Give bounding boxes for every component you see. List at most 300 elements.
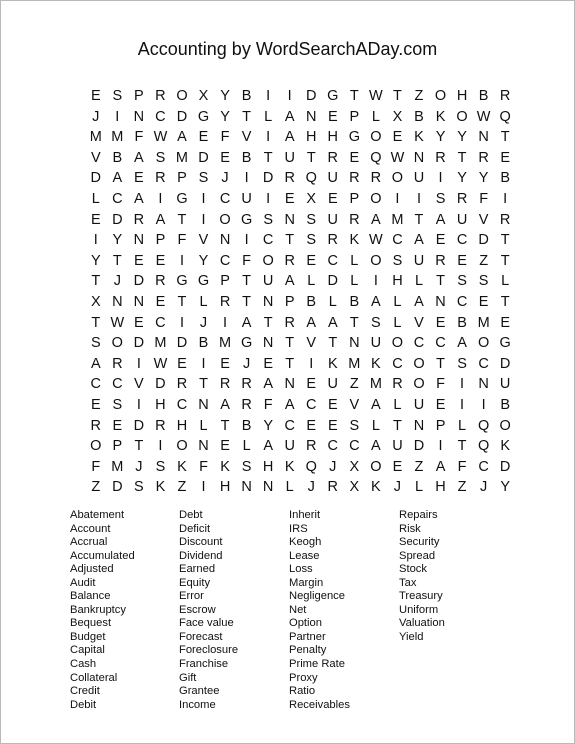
grid-letter[interactable]: L [371,417,380,434]
grid-letter[interactable]: B [241,149,252,166]
grid-letter[interactable]: S [435,191,446,208]
grid-letter[interactable]: I [266,129,271,146]
grid-letter[interactable]: A [371,438,381,455]
grid-letter[interactable]: Z [91,479,101,496]
grid-letter[interactable]: N [413,417,425,434]
grid-letter[interactable]: R [327,479,339,496]
grid-letter[interactable]: S [263,211,273,228]
grid-letter[interactable]: G [348,129,360,146]
grid-letter[interactable]: P [134,88,144,105]
grid-letter[interactable]: R [155,273,166,290]
grid-letter[interactable]: A [112,170,123,187]
grid-letter[interactable]: E [263,355,273,372]
grid-letter[interactable]: N [478,129,489,146]
grid-letter[interactable]: R [284,170,295,187]
grid-letter[interactable]: I [373,273,378,290]
grid-letter[interactable]: H [456,88,468,105]
grid-letter[interactable]: D [155,376,166,393]
grid-letter[interactable]: C [456,293,468,310]
grid-letter[interactable]: L [199,417,208,434]
grid-letter[interactable]: I [223,314,228,331]
grid-letter[interactable]: R [435,252,446,269]
grid-letter[interactable]: O [391,335,404,352]
grid-letter[interactable]: R [327,232,339,249]
grid-letter[interactable]: R [176,376,188,393]
grid-letter[interactable]: N [198,396,209,413]
grid-letter[interactable]: H [327,129,339,146]
grid-letter[interactable]: A [284,396,295,413]
grid-letter[interactable]: U [327,376,339,393]
grid-letter[interactable]: R [241,396,252,413]
grid-letter[interactable]: H [262,458,274,475]
grid-letter[interactable]: O [370,252,382,269]
grid-letter[interactable]: B [414,108,424,125]
grid-letter[interactable]: O [456,108,468,125]
grid-letter[interactable]: G [499,335,511,352]
grid-letter[interactable]: J [92,108,100,125]
grid-letter[interactable]: Y [90,252,101,269]
grid-letter[interactable]: A [306,314,317,331]
grid-letter[interactable]: R [133,211,145,228]
grid-letter[interactable]: K [414,129,424,146]
grid-letter[interactable]: T [263,149,273,166]
grid-letter[interactable]: Q [305,170,317,187]
grid-letter[interactable]: N [284,211,295,228]
grid-letter[interactable]: R [456,191,468,208]
grid-letter[interactable]: P [435,417,446,434]
grid-letter[interactable]: O [370,191,382,208]
grid-letter[interactable]: A [457,335,467,352]
grid-letter[interactable]: T [91,314,101,331]
grid-letter[interactable]: E [90,211,101,228]
grid-letter[interactable]: N [219,232,231,249]
grid-letter[interactable]: P [284,293,295,310]
grid-letter[interactable]: O [413,376,425,393]
grid-letter[interactable]: Y [478,170,489,187]
grid-letter[interactable]: L [458,417,467,434]
grid-letter[interactable]: C [413,335,425,352]
grid-letter[interactable]: T [263,314,273,331]
grid-letter[interactable]: L [393,293,402,310]
grid-letter[interactable]: A [284,129,295,146]
grid-letter[interactable]: B [349,293,360,310]
grid-letter[interactable]: M [111,458,124,475]
grid-letter[interactable]: A [327,314,338,331]
grid-letter[interactable]: R [392,376,403,393]
grid-letter[interactable]: M [391,211,404,228]
grid-letter[interactable]: R [90,417,102,434]
grid-letter[interactable]: C [478,458,489,475]
grid-letter[interactable]: E [220,355,230,372]
grid-letter[interactable]: E [198,129,209,146]
grid-letter[interactable]: I [136,355,141,372]
grid-letter[interactable]: T [500,252,510,269]
grid-letter[interactable]: L [285,479,294,496]
grid-letter[interactable]: V [241,129,252,146]
grid-letter[interactable]: B [500,170,510,187]
grid-letter[interactable]: C [284,417,295,434]
grid-letter[interactable]: D [176,335,188,352]
grid-letter[interactable]: Z [349,376,359,393]
grid-letter[interactable]: P [220,273,230,290]
grid-letter[interactable]: X [90,293,101,310]
grid-letter[interactable]: E [435,232,446,249]
grid-letter[interactable]: D [112,211,123,228]
grid-letter[interactable]: N [478,376,489,393]
grid-letter[interactable]: O [176,88,188,105]
grid-letter[interactable]: L [501,273,510,290]
grid-letter[interactable]: U [284,438,295,455]
grid-letter[interactable]: K [220,458,230,475]
grid-letter[interactable]: R [155,417,166,434]
grid-letter[interactable]: U [392,438,403,455]
grid-letter[interactable]: P [349,191,360,208]
grid-letter[interactable]: U [262,273,274,290]
grid-letter[interactable]: L [414,479,424,496]
grid-letter[interactable]: I [201,191,206,208]
grid-letter[interactable]: O [413,355,425,372]
grid-letter[interactable]: J [329,458,337,475]
grid-letter[interactable]: G [176,273,188,290]
grid-letter[interactable]: I [244,170,249,187]
grid-letter[interactable]: S [155,458,166,475]
grid-letter[interactable]: O [370,129,382,146]
grid-letter[interactable]: R [499,211,511,228]
grid-letter[interactable]: E [327,191,338,208]
grid-letter[interactable]: U [413,396,425,413]
grid-letter[interactable]: W [369,88,383,105]
grid-letter[interactable]: W [369,232,383,249]
grid-letter[interactable]: A [414,232,424,249]
grid-letter[interactable]: L [414,273,424,290]
grid-letter[interactable]: A [134,149,144,166]
grid-letter[interactable]: A [284,273,295,290]
grid-letter[interactable]: S [134,479,144,496]
grid-letter[interactable]: T [220,417,230,434]
grid-letter[interactable]: Q [477,417,490,434]
grid-letter[interactable]: T [285,355,295,372]
grid-letter[interactable]: R [306,438,317,455]
grid-letter[interactable]: K [371,355,381,372]
grid-letter[interactable]: C [155,108,166,125]
grid-letter[interactable]: N [262,293,274,310]
grid-letter[interactable]: N [349,335,360,352]
grid-letter[interactable]: H [392,273,403,290]
grid-letter[interactable]: I [93,232,98,249]
grid-letter[interactable]: E [435,396,446,413]
grid-letter[interactable]: D [306,88,317,105]
grid-letter[interactable]: T [500,293,510,310]
grid-letter[interactable]: I [309,355,314,372]
grid-letter[interactable]: A [371,396,381,413]
grid-letter[interactable]: E [327,417,338,434]
grid-letter[interactable]: B [478,88,489,105]
grid-letter[interactable]: R [349,211,360,228]
grid-letter[interactable]: R [219,293,231,310]
grid-letter[interactable]: K [327,355,338,372]
grid-letter[interactable]: V [349,396,360,413]
grid-letter[interactable]: K [155,479,166,496]
grid-letter[interactable]: R [284,314,295,331]
grid-letter[interactable]: Y [457,129,467,146]
grid-letter[interactable]: W [476,108,491,125]
grid-letter[interactable]: D [133,417,145,434]
grid-letter[interactable]: N [262,335,274,352]
grid-letter[interactable]: L [91,191,100,208]
grid-letter[interactable]: C [306,396,317,413]
grid-letter[interactable]: C [456,232,468,249]
grid-letter[interactable]: Y [500,479,510,496]
grid-letter[interactable]: E [435,314,446,331]
grid-letter[interactable]: H [435,479,446,496]
grid-letter[interactable]: F [242,252,252,269]
grid-letter[interactable]: U [456,211,468,228]
grid-letter[interactable]: R [155,170,166,187]
grid-letter[interactable]: N [284,376,295,393]
grid-letter[interactable]: T [242,108,252,125]
grid-letter[interactable]: K [177,458,187,475]
grid-letter[interactable]: E [392,129,403,146]
grid-letter[interactable]: F [263,396,273,413]
grid-letter[interactable]: T [393,417,402,434]
grid-letter[interactable]: K [284,458,295,475]
grid-letter[interactable]: S [371,314,381,331]
grid-letter[interactable]: R [112,355,123,372]
grid-letter[interactable]: R [284,252,295,269]
grid-letter[interactable]: T [436,355,445,372]
grid-letter[interactable]: T [500,129,510,146]
grid-letter[interactable]: D [90,170,102,187]
grid-letter[interactable]: C [435,335,446,352]
grid-letter[interactable]: I [395,191,400,208]
grid-letter[interactable]: F [220,129,230,146]
grid-letter[interactable]: S [306,232,317,249]
grid-letter[interactable]: Q [477,438,490,455]
grid-letter[interactable]: E [155,252,166,269]
grid-letter[interactable]: D [499,458,511,475]
grid-letter[interactable]: N [112,293,123,310]
grid-letter[interactable]: R [435,149,446,166]
grid-letter[interactable]: F [457,458,467,475]
grid-letter[interactable]: T [177,293,187,310]
grid-letter[interactable]: M [89,129,102,146]
grid-letter[interactable]: I [244,232,249,249]
grid-letter[interactable]: C [90,376,102,393]
grid-letter[interactable]: V [90,149,101,166]
grid-letter[interactable]: A [241,314,252,331]
grid-letter[interactable]: B [241,417,252,434]
grid-letter[interactable]: T [177,211,187,228]
grid-letter[interactable]: N [413,149,425,166]
grid-letter[interactable]: D [478,232,489,249]
grid-letter[interactable]: C [392,232,403,249]
grid-letter[interactable]: L [199,293,208,310]
grid-letter[interactable]: S [155,149,166,166]
grid-letter[interactable]: R [219,376,231,393]
grid-letter[interactable]: T [285,232,295,249]
grid-letter[interactable]: S [349,417,360,434]
grid-letter[interactable]: X [349,479,360,496]
grid-letter[interactable]: K [371,479,381,496]
grid-letter[interactable]: K [435,108,446,125]
grid-letter[interactable]: J [242,355,251,372]
grid-letter[interactable]: D [327,273,339,290]
grid-letter[interactable]: D [198,149,209,166]
grid-letter[interactable]: G [240,335,253,352]
grid-letter[interactable]: J [135,458,143,475]
grid-letter[interactable]: A [371,211,381,228]
grid-letter[interactable]: N [435,293,446,310]
grid-letter[interactable]: D [133,273,145,290]
grid-letter[interactable]: T [242,293,252,310]
grid-letter[interactable]: P [112,438,123,455]
grid-letter[interactable]: N [133,293,145,310]
grid-letter[interactable]: I [503,191,508,208]
grid-letter[interactable]: N [306,108,317,125]
grid-letter[interactable]: V [134,376,144,393]
grid-letter[interactable]: W [390,149,405,166]
grid-letter[interactable]: H [219,479,231,496]
grid-letter[interactable]: O [499,417,511,434]
grid-letter[interactable]: G [327,88,339,105]
grid-letter[interactable]: U [413,170,425,187]
grid-letter[interactable]: E [112,417,123,434]
grid-letter[interactable]: V [198,232,209,249]
grid-letter[interactable]: T [436,273,445,290]
grid-letter[interactable]: R [370,170,382,187]
grid-letter[interactable]: D [133,335,145,352]
grid-letter[interactable]: I [201,479,206,496]
grid-letter[interactable]: Y [435,129,446,146]
grid-letter[interactable]: A [371,293,381,310]
grid-letter[interactable]: N [133,232,145,249]
grid-letter[interactable]: Z [414,88,424,105]
grid-letter[interactable]: Q [499,108,511,125]
grid-letter[interactable]: S [478,273,489,290]
grid-letter[interactable]: S [457,273,467,290]
grid-letter[interactable]: G [176,191,188,208]
grid-letter[interactable]: A [134,191,144,208]
grid-letter[interactable]: H [306,129,317,146]
grid-letter[interactable]: J [221,170,229,187]
grid-letter[interactable]: O [176,438,188,455]
grid-letter[interactable]: L [350,273,359,290]
grid-letter[interactable]: I [460,376,465,393]
grid-letter[interactable]: J [113,273,121,290]
grid-letter[interactable]: B [306,293,317,310]
grid-letter[interactable]: E [306,252,317,269]
grid-letter[interactable]: S [90,335,101,352]
grid-letter[interactable]: E [500,149,510,166]
grid-letter[interactable]: X [349,458,360,475]
grid-letter[interactable]: U [241,191,252,208]
grid-letter[interactable]: I [201,211,206,228]
grid-letter[interactable]: E [327,396,338,413]
grid-letter[interactable]: C [112,191,123,208]
grid-letter[interactable]: O [370,458,382,475]
grid-letter[interactable]: D [499,355,511,372]
grid-letter[interactable]: E [220,438,230,455]
grid-letter[interactable]: H [176,417,188,434]
grid-letter[interactable]: T [349,88,359,105]
grid-letter[interactable]: R [155,88,166,105]
grid-letter[interactable]: M [219,335,232,352]
grid-letter[interactable]: W [153,355,168,372]
grid-letter[interactable]: E [90,88,101,105]
grid-letter[interactable]: Y [220,88,230,105]
grid-letter[interactable]: U [370,335,382,352]
grid-letter[interactable]: O [434,88,447,105]
grid-letter[interactable]: D [262,170,274,187]
grid-letter[interactable]: J [199,314,208,331]
grid-letter[interactable]: P [349,108,360,125]
grid-letter[interactable]: D [112,479,123,496]
grid-letter[interactable]: I [287,88,292,105]
grid-letter[interactable]: S [457,355,467,372]
grid-letter[interactable]: L [242,438,251,455]
grid-letter[interactable]: E [500,314,510,331]
grid-letter[interactable]: U [284,149,295,166]
grid-letter[interactable]: E [155,293,166,310]
grid-letter[interactable]: E [457,252,467,269]
grid-letter[interactable]: R [349,170,360,187]
grid-letter[interactable]: Y [457,170,467,187]
grid-letter[interactable]: M [348,355,361,372]
grid-letter[interactable]: T [285,335,295,352]
grid-letter[interactable]: I [158,191,163,208]
grid-letter[interactable]: O [111,335,123,352]
grid-letter[interactable]: P [177,170,187,187]
grid-letter[interactable]: K [500,438,510,455]
grid-letter[interactable]: U [413,252,425,269]
grid-letter[interactable]: T [306,149,316,166]
grid-letter[interactable]: A [263,376,273,393]
grid-letter[interactable]: F [479,191,489,208]
grid-letter[interactable]: D [413,438,425,455]
grid-letter[interactable]: B [112,149,123,166]
grid-letter[interactable]: E [392,458,403,475]
grid-letter[interactable]: M [111,129,124,146]
grid-letter[interactable]: Y [198,252,209,269]
grid-letter[interactable]: G [197,273,210,290]
grid-letter[interactable]: F [91,458,101,475]
grid-letter[interactable]: I [179,314,184,331]
grid-letter[interactable]: O [262,252,274,269]
grid-letter[interactable]: E [327,108,338,125]
grid-letter[interactable]: C [327,252,339,269]
grid-letter[interactable]: T [134,438,144,455]
grid-letter[interactable]: Z [457,479,467,496]
grid-letter[interactable]: I [416,191,421,208]
grid-letter[interactable]: L [328,293,337,310]
grid-letter[interactable]: T [500,232,510,249]
grid-letter[interactable]: T [91,273,101,290]
grid-letter[interactable]: E [134,252,144,269]
grid-letter[interactable]: L [264,108,273,125]
grid-letter[interactable]: K [349,232,360,249]
grid-letter[interactable]: M [477,314,490,331]
grid-letter[interactable]: A [435,458,446,475]
grid-letter[interactable]: S [198,170,209,187]
grid-letter[interactable]: N [133,108,145,125]
grid-letter[interactable]: H [155,396,166,413]
grid-letter[interactable]: I [481,396,486,413]
grid-letter[interactable]: Z [479,252,489,269]
grid-letter[interactable]: N [262,479,274,496]
grid-letter[interactable]: Y [263,417,273,434]
grid-letter[interactable]: R [478,149,489,166]
grid-letter[interactable]: A [177,129,187,146]
